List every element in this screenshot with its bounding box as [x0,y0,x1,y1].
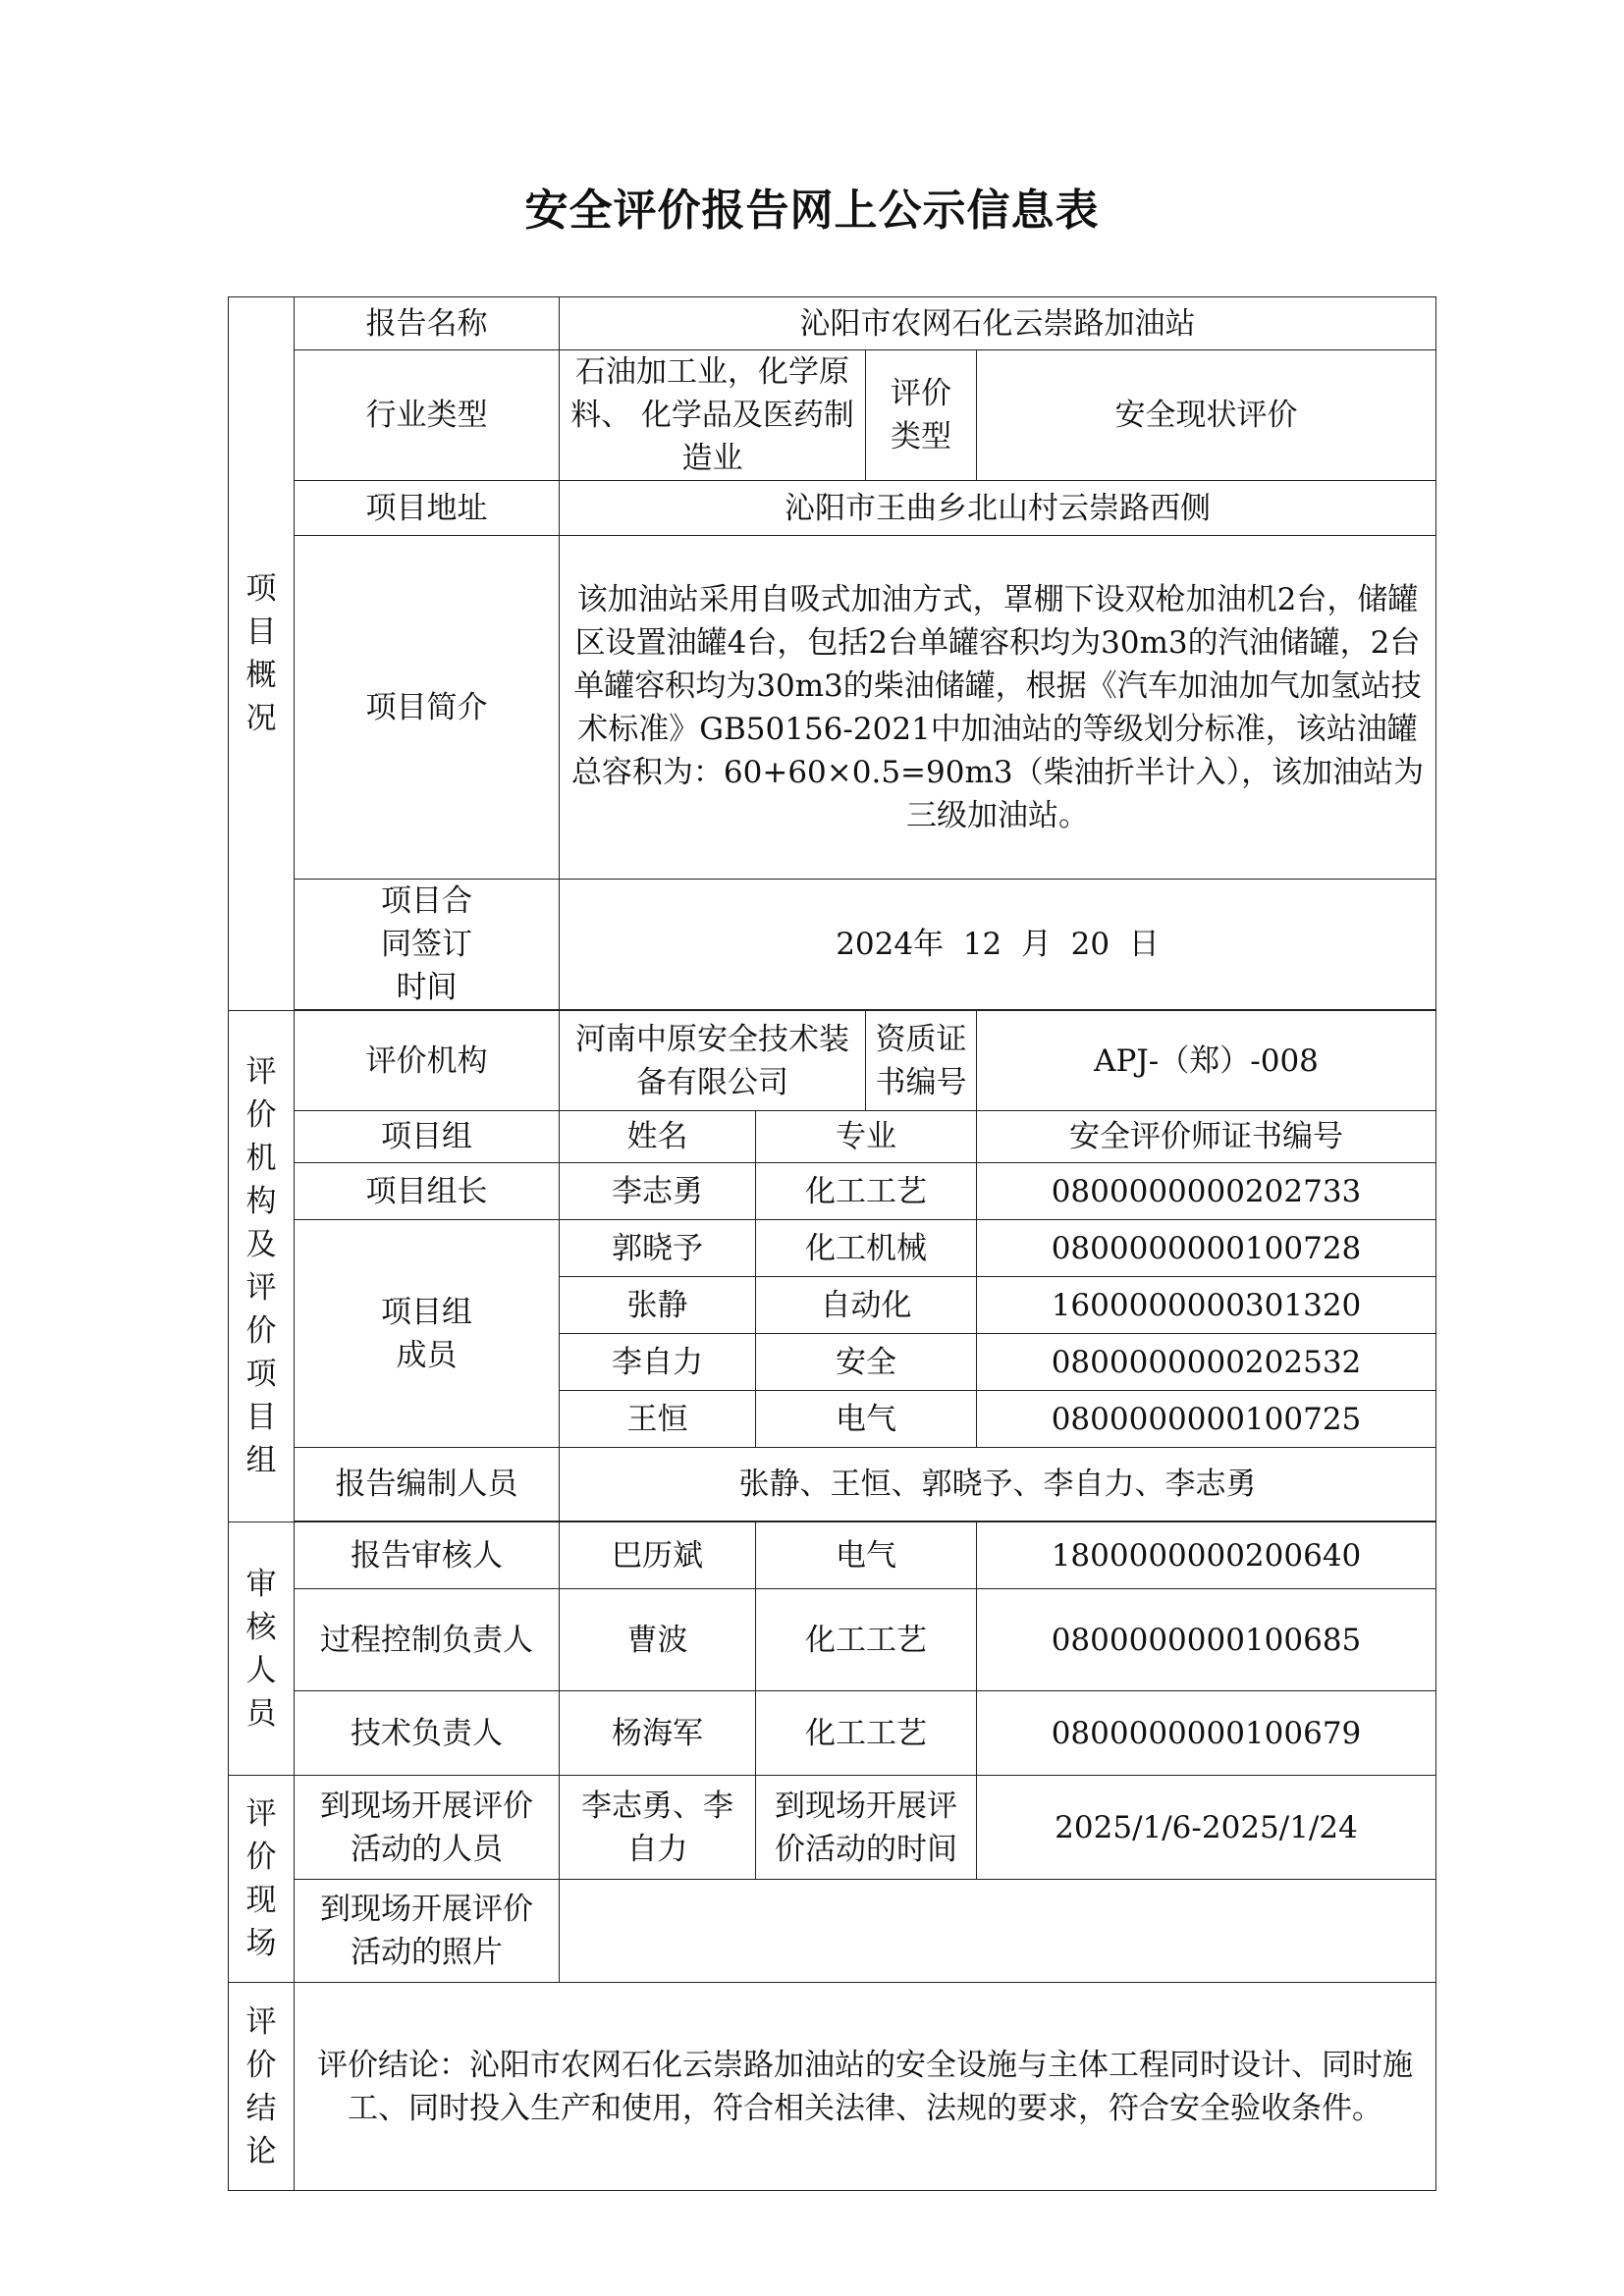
leader-name: 李志勇 [560,1163,756,1220]
table-row [229,1776,1436,1880]
member-cert: 0800000000100725 [977,1391,1436,1448]
contract-date: 2024年 12 月 20 日 [560,880,1436,1010]
member-cert: 1600000000301320 [977,1277,1436,1334]
table-row [229,1589,1436,1691]
table-row [229,350,1436,481]
member-name: 郭晓予 [560,1220,756,1277]
leader-cert: 0800000000202733 [977,1163,1436,1220]
authors-label: 报告编制人员 [295,1448,560,1522]
member-major: 电气 [756,1391,977,1448]
col-name-header: 姓名 [560,1111,756,1163]
member-name: 李自力 [560,1334,756,1391]
leader-label: 项目组长 [295,1163,560,1220]
table-row [229,1220,1436,1277]
review-role: 技术负责人 [295,1691,560,1776]
member-cert: 0800000000202532 [977,1334,1436,1391]
table-row [229,1163,1436,1220]
site-photo-value [560,1880,1436,1983]
info-table [228,296,1436,2191]
eval-type-label: 评价类型 [866,350,977,481]
site-people-label: 到现场开展评价活动的人员 [295,1776,560,1880]
review-name: 曹波 [560,1589,756,1691]
page-title: 安全评价报告网上公示信息表 [524,186,1100,236]
address-label: 项目地址 [295,481,560,536]
table-row [229,1011,1436,1111]
section-review-label: 审核人员 [229,1522,295,1776]
authors-value: 张静、王恒、郭晓予、李自力、李志勇 [560,1448,1436,1522]
table-row [229,1983,1436,2191]
org-value: 河南中原安全技术装备有限公司 [560,1011,866,1111]
review-role: 过程控制负责人 [295,1589,560,1691]
review-cert: 0800000000100685 [977,1589,1436,1691]
report-name-value: 沁阳市农网石化云崇路加油站 [560,297,1436,350]
site-photo-label: 到现场开展评价活动的照片 [295,1880,560,1983]
cert-label: 资质证书编号 [866,1011,977,1111]
review-major: 电气 [756,1522,977,1589]
members-label: 项目组成员 [295,1220,560,1448]
intro-label: 项目简介 [295,536,560,880]
member-major: 自动化 [756,1277,977,1334]
table-row [229,1880,1436,1983]
contract-label: 项目合同签订时间 [295,880,560,1010]
col-major-header: 专业 [756,1111,977,1163]
org-label: 评价机构 [295,1011,560,1111]
section-project-label: 项目概况 [229,297,295,1011]
conclusion-text: 评价结论：沁阳市农网石化云崇路加油站的安全设施与主体工程同时设计、同时施工、同时投入生产和使用，符合相关法律、法规的要求，符合安全验收条件。 [295,1983,1436,2191]
member-major: 化工机械 [756,1220,977,1277]
member-name: 王恒 [560,1391,756,1448]
review-major: 化工工艺 [756,1589,977,1691]
site-time-label: 到现场开展评价活动的时间 [756,1776,977,1880]
industry-value: 石油加工业，化学原料、 化学品及医药制造业 [560,350,866,481]
address-value: 沁阳市王曲乡北山村云崇路西侧 [560,481,1436,536]
intro-text: 该加油站采用自吸式加油方式，罩棚下设双枪加油机2台，储罐区设置油罐4台，包括2台单罐容积均为30m3的汽油储罐，2台单罐容积均为30m3的柴油储罐，根据《汽车加油加气加氢站技术标准》GB50156-2021中加油站的等级划分标准，该站油罐总容积为：60+60×0.5=90m3（柴油折半计入），该加油站为三级加油站。 [560,536,1436,880]
cert-value: APJ-（郑）-008 [977,1011,1436,1111]
table-row [229,481,1436,536]
review-major: 化工工艺 [756,1691,977,1776]
member-cert: 0800000000100728 [977,1220,1436,1277]
table-row [229,1448,1436,1522]
table-row [229,1111,1436,1163]
table-row [229,880,1436,1010]
member-major: 安全 [756,1334,977,1391]
member-name: 张静 [560,1277,756,1334]
section-site-label: 评价现场 [229,1776,295,1983]
table-row [229,1691,1436,1776]
section-conclusion-label: 评价结论 [229,1983,295,2191]
col-cert-header: 安全评价师证书编号 [977,1111,1436,1163]
review-role: 报告审核人 [295,1522,560,1589]
group-label: 项目组 [295,1111,560,1163]
review-cert: 1800000000200640 [977,1522,1436,1589]
section-org-label: 评价机构及评价项目组 [229,1011,295,1522]
review-name: 杨海军 [560,1691,756,1776]
eval-type-value: 安全现状评价 [977,350,1436,481]
report-name-label: 报告名称 [295,297,560,350]
table-row [229,536,1436,880]
table-row [229,297,1436,350]
industry-label: 行业类型 [295,350,560,481]
site-time-value: 2025/1/6-2025/1/24 [977,1776,1436,1880]
review-cert: 0800000000100679 [977,1691,1436,1776]
review-name: 巴历斌 [560,1522,756,1589]
site-people-value: 李志勇、李自力 [560,1776,756,1880]
leader-major: 化工工艺 [756,1163,977,1220]
table-row [229,1522,1436,1589]
